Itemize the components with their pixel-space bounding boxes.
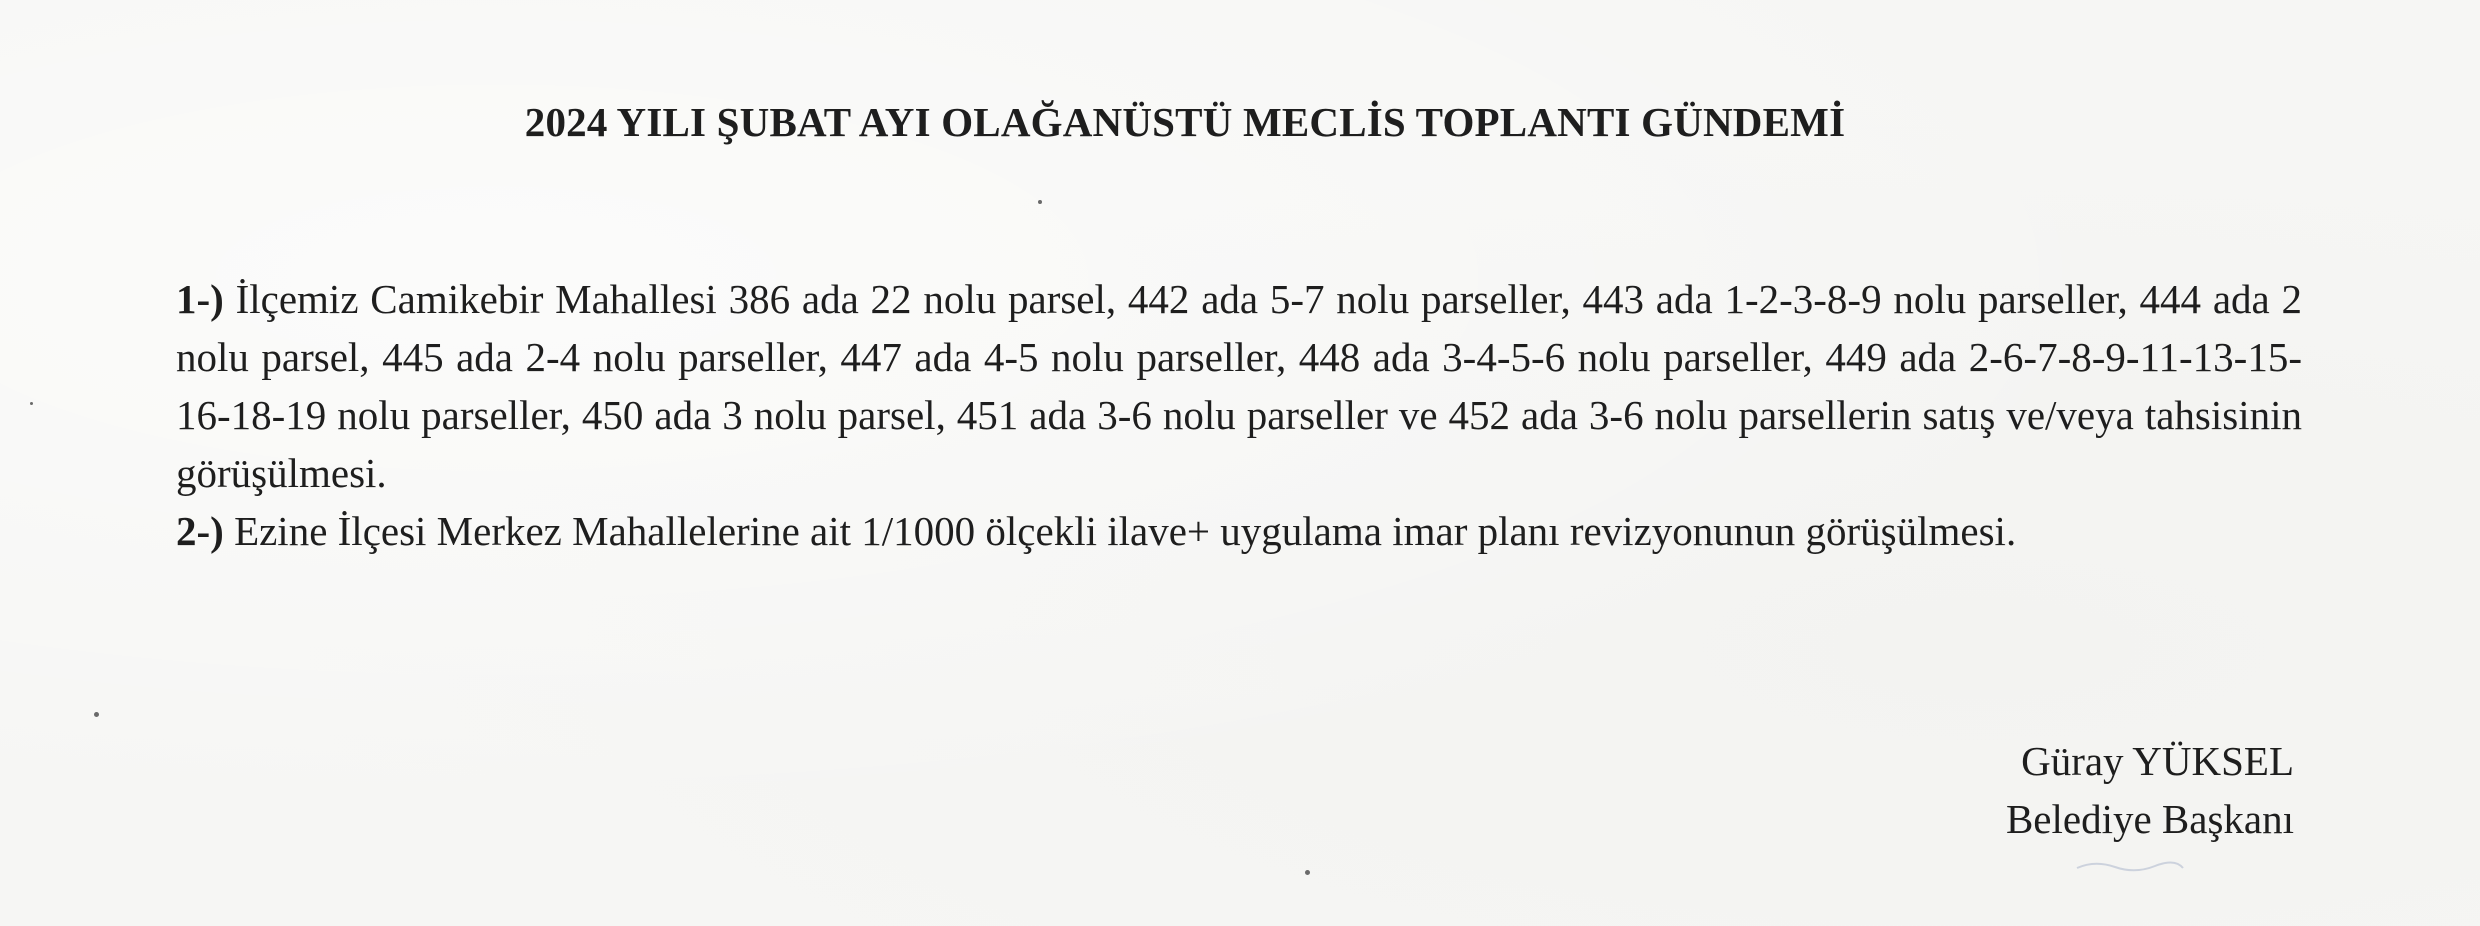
agenda-item-2 bbox=[176, 502, 2302, 560]
signatory-role: Belediye Başkanı bbox=[2005, 796, 2294, 842]
scan-speck bbox=[94, 712, 99, 717]
stamp-trace-mark bbox=[2075, 858, 2185, 876]
document-title: 2024 YILI ŞUBAT AYI OLAĞANÜSTÜ MECLİS TOPLANTI GÜNDEMİ bbox=[524, 99, 1846, 145]
agenda-item-text: Ezine İlçesi Merkez Mahallelerine ait 1/1000 ölçekli ilave+ uygulama imar planı revizyonunun görüşülmesi. bbox=[223, 508, 2017, 554]
signature-block bbox=[2006, 732, 2294, 848]
agenda-list bbox=[176, 270, 2302, 560]
scan-speck bbox=[30, 402, 33, 405]
scan-speck bbox=[1038, 200, 1042, 204]
agenda-item-number: 2-) bbox=[176, 508, 224, 554]
agenda-item-1 bbox=[176, 270, 2302, 502]
signatory-name: Güray YÜKSEL bbox=[2021, 738, 2294, 784]
agenda-item-text: İlçemiz Camikebir Mahallesi 386 ada 22 nolu parsel, 442 ada 5-7 nolu parseller, 443 ada 1-2-3-8-9 nolu parseller, 444 ada 2 nolu parsel, 445 ada 2-4 nolu parseller, 447 ada 4-5 nolu parseller, 448 ada 3-4-5-6 nolu parseller, 449 ada 2-6-7-8-9-11-13-15-16-18-19 nolu parseller, 450 ada 3 nolu parsel, 451 ada 3-6 nolu parseller ve 452 ada 3-6 nolu parsellerin satış ve/veya tahsisinin görüşülmesi. bbox=[176, 276, 2302, 496]
agenda-item-number: 1-) bbox=[176, 276, 224, 322]
scan-speck bbox=[1305, 870, 1310, 875]
